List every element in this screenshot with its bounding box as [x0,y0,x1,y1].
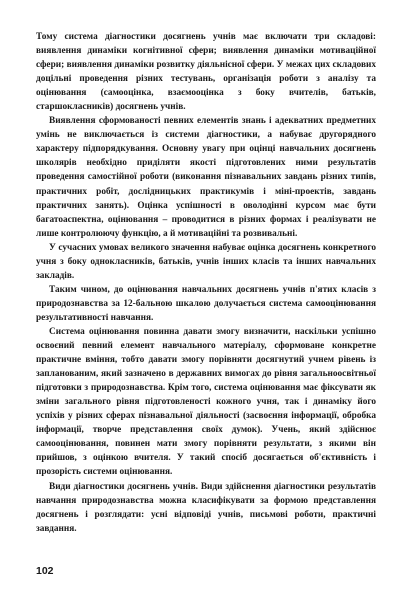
paragraph-assessment-system: Система оцінювання повинна давати змогу визначити, наскільки успішно освоєний певний елемент навчального матеріалу, сформоване конкретне практичне вміння, тобто давати змогу порівняти досягнутий учнем рівень із запланованим, який зазначено в державних вимогах до рівня загальноосвітньої підготовки з природознавства. Крім того, система оцінювання має фіксувати як зміни загального рівня підготовленості кожного учня, так і динаміку його успіхів у різних сферах пізнавальної діяльності (засвоєння інформації, обробка інформації, творче представлення своїх думок). Учень, який здійснює самооцінювання, повинен мати змогу порівняти результати, з якими він прийшов, з оцінкою вчителя. У такий спосіб досягається об'єктивність і прозорість системи оцінювання. [36,326,376,478]
paragraph-diagnostic-components: Тому система діагностики досягнень учнів має включати три складові: виявлення динаміки когнітивної сфери; виявлення динаміки мотиваційної сфери; виявлення динаміки розвитку діяльнісної сфери. У межах цих складових доцільні проведення різних тестувань, організація роботи з аналізу та оцінювання (самооцінка, взаємооцінка з боку вчителів, батьків, старшокласників) досягнень учнів. [36,32,376,113]
paragraph-diagnostic-types: Види діагностики досягнень учнів. Види здійснення діагностики результатів навчання природознавства можна класифікувати за формою представлення досягнень і розглядати: усні відповіді учнів, письмові роботи, практичні завдання. [36,481,376,534]
page-body [36,30,376,536]
paragraph-modern-conditions: У сучасних умовах великого значення набуває оцінка досягнень конкретного учня з боку однокласників, батьків, учнів інших класів та інших навчальних закладів. [36,242,376,281]
page-number: 102 [36,565,54,577]
paragraph-self-assessment: Таким чином, до оцінювання навчальних досягнень учнів п'ятих класів з природознавства за 12-бальною шкалою долучається система самооцінювання результативності навчання. [36,284,376,323]
paragraph-knowledge-formation: Виявлення сформованості певних елементів знань і адекватних предметних умінь не виключається із системи діагностики, а набуває другорядного характеру підпорядкування. Основну увагу при оцінці навчальних досягнень школярів необхідно приділяти якості підготовлених ними результатів проведення самостійної роботи (виконання пізнавальних завдань різних типів, практичних робіт, дослідницьких практикумів і міні-проектів, завдань практичних занять). Оцінка успішності в оволодінні курсом має бути багатоаспектна, оцінювання – проводитися в різних формах і реалізувати не лише контролюючу функцію, а й мотиваційні та розвивальні. [36,116,376,239]
